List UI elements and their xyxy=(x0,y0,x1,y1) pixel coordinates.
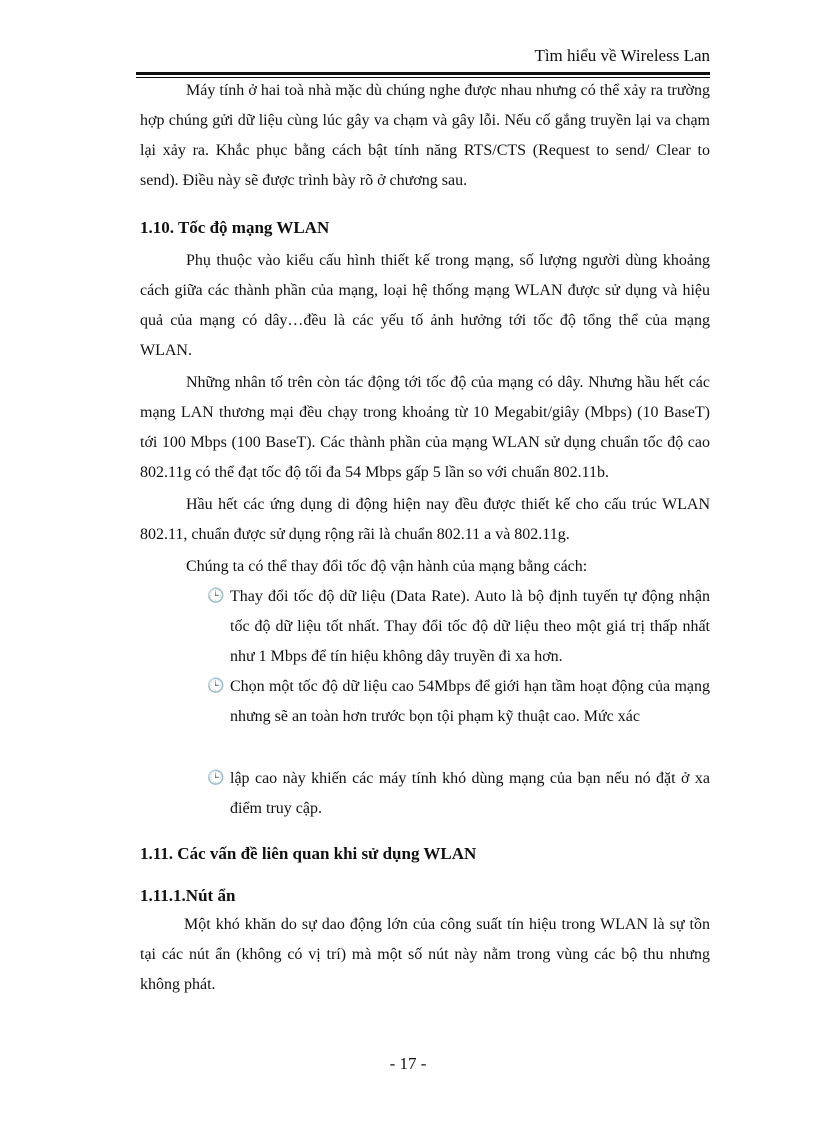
subsection-heading-1-11-1: 1.11.1.Nút ẩn xyxy=(140,886,236,905)
paragraph-1-10-3: Hầu hết các ứng dụng di động hiện nay đều được thiết kế cho cấu trúc WLAN 802.11, chuẩn được sử dụng rộng rãi là chuẩn 802.11 a và 802.11g. xyxy=(140,496,710,543)
running-header-title: Tìm hiểu về Wireless Lan xyxy=(534,46,710,65)
paragraph-1-10-2: Những nhân tố trên còn tác động tới tốc độ của mạng có dây. Nhưng hầu hết các mạng LAN thương mại đều chạy trong khoảng từ 10 Megabit/giây (Mbps) (10 BaseT) tới 100 Mbps (100 BaseT). Các thành phần của mạng WLAN sử dụng chuẩn tốc độ cao 802.11g có thể đạt tốc độ tối đa 54 Mbps gấp 5 lần so với chuẩn 802.11b. xyxy=(140,374,710,481)
list-item-text: lập cao này khiến các máy tính khó dùng mạng của bạn nếu nó đặt ở xa điểm truy cập. xyxy=(230,770,710,817)
section-heading-1-11: 1.11. Các vấn đề liên quan khi sử dụng WLAN xyxy=(140,844,477,863)
intro-paragraph: Máy tính ở hai toà nhà mặc dù chúng nghe được nhau nhưng có thể xảy ra trường hợp chúng gửi dữ liệu cùng lúc gây va chạm và gây lỗi. Nếu cố gắng truyền lại va chạm lại xảy ra. Khắc phục bằng cách bật tính năng RTS/CTS (Request to send/ Clear to send). Điều này sẽ được trình bày rõ ở chương sau. xyxy=(140,82,710,189)
page-number: - 17 - xyxy=(389,1054,427,1073)
list-item-text: Chọn một tốc độ dữ liệu cao 54Mbps để giới hạn tầm hoạt động của mạng nhưng sẽ an toàn hơn trước bọn tội phạm kỹ thuật cao. Mức xác xyxy=(230,678,710,725)
clock-icon: 🕒 xyxy=(207,679,225,694)
clock-icon: 🕒 xyxy=(207,589,225,604)
page-content xyxy=(140,76,710,1000)
list-item xyxy=(140,672,710,732)
list-item-text: Thay đổi tốc độ dữ liệu (Data Rate). Auto là bộ định tuyến tự động nhận tốc độ dữ liệu tốt nhất. Thay đổi tốc độ dữ liệu theo một giá trị thấp nhất như 1 Mbps để tín hiệu không dây truyền đi xa hơn. xyxy=(230,588,710,665)
paragraph-1-11-1: Một khó khăn do sự dao động lớn của công suất tín hiệu trong WLAN là sự tồn tại các nút ẩn (không có vị trí) mà một số nút này nằm trong vùng các bộ thu nhưng không phát. xyxy=(140,916,710,993)
paragraph-1-10-1: Phụ thuộc vào kiểu cấu hình thiết kế trong mạng, số lượng người dùng khoảng cách giữa các thành phần của mạng, loại hệ thống mạng WLAN được sử dụng và hiệu quả của mạng có dây…đều là các yếu tố ảnh hưởng tới tốc độ tổng thể của mạng WLAN. xyxy=(140,252,710,359)
paragraph-1-10-4: Chúng ta có thể thay đổi tốc độ vận hành của mạng bằng cách: xyxy=(186,558,588,575)
list-item xyxy=(140,582,710,672)
section-heading-1-10: 1.10. Tốc độ mạng WLAN xyxy=(140,218,330,237)
speed-options-list xyxy=(140,582,710,824)
list-item xyxy=(140,764,710,824)
clock-icon: 🕒 xyxy=(207,771,225,786)
